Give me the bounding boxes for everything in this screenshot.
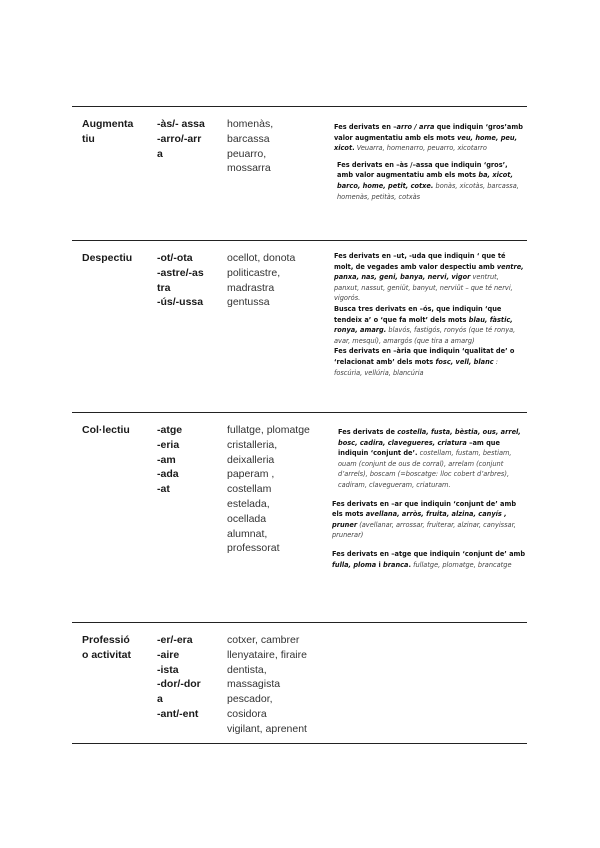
table-row [72, 106, 527, 240]
activity-answer: (avellanar, arrossar, fruiterar, alzinar, canyissar, prunerar) [332, 520, 516, 540]
activity-bold: i [376, 560, 384, 569]
table-row [72, 622, 527, 744]
example: ocellot, donota [227, 252, 296, 264]
activity-bold-italic: blau, fàstic, ronya, amarg. [334, 315, 513, 335]
example: costellam [227, 483, 272, 496]
activity-bold-italic: ba, xicot, barco, home, petit, cotxe. [337, 171, 513, 190]
example: ocellada [227, 512, 267, 525]
activity [332, 549, 528, 570]
suffix: -ista [157, 663, 179, 676]
suffix: -eria [157, 438, 180, 451]
example: gentussa [227, 296, 270, 309]
suffix: -am [157, 453, 176, 466]
example: massagista [227, 678, 281, 691]
activity-bold: Fes derivats en –ar que indiquin ‘conjunt de’ amb els mots [332, 499, 517, 519]
activity-bold-italic: costella, fusta, bèstia, ous, arrel, bosc, cadira, clavegueres, criatura [338, 428, 521, 447]
activity-list [332, 427, 528, 576]
activity [334, 304, 524, 346]
activity-bold: Fes derivats en –atge que indiquin ‘conjunt de’ amb [332, 549, 526, 558]
activity [332, 499, 528, 541]
activity-bold-italic: fosc, vell, blanc [435, 357, 494, 366]
activity-bold: Fes derivats en –às /–assa que indiquin ‘gros’, amb valor augmentatiu amb els mots [337, 160, 508, 180]
suffix: -ant/-ent [157, 707, 199, 720]
example: alumnat, [227, 527, 268, 540]
activity-bold: Fes derivats en –ut, -uda que indiquin ‘ que té molt, de vegades amb valor despectiu amb [334, 252, 506, 271]
activity-bold-italic: branca [383, 560, 409, 569]
suffix: -at [157, 483, 170, 496]
activity [334, 251, 524, 304]
activity-bold: –am que indiquin ‘conjunt de’. [338, 438, 500, 458]
activity-list [334, 122, 524, 208]
example: politicastre, [227, 266, 281, 279]
activity-bold-italic: arro / arra [396, 123, 435, 131]
example: deixalleria [227, 453, 275, 466]
activity-bold: Fes derivats en – [334, 123, 397, 131]
activity-bold-italic: fulla, ploma [332, 560, 377, 569]
activity-bold: Busca tres derivats en –ós, que indiquin ‘que tendeix a’ o ‘que fa molt’ dels mots [334, 304, 502, 324]
example: homenàs, [227, 118, 274, 130]
suffix-list [157, 117, 217, 161]
suffix: -er/-era [157, 634, 193, 646]
activity-bold: Fes derivats de [338, 428, 398, 436]
activity-bold-italic: avellana, arròs, fruita, alzina, canyís , pruner [332, 510, 507, 529]
example-list [227, 117, 327, 176]
example: madrastra [227, 281, 275, 294]
example: cristalleria, [227, 438, 278, 451]
suffix: -dor/-dor a [157, 678, 201, 706]
activity [334, 122, 524, 154]
activity-bold: . [352, 144, 355, 153]
category-label: Despectiu [82, 252, 133, 264]
suffix: -ada [157, 468, 179, 481]
example: cosidora [227, 707, 267, 720]
suffix: -atge [157, 424, 183, 436]
activity-answer: fullatge, plomatge, brancatge [411, 560, 512, 569]
activity-answer: Veuarra, homenarro, peuarro, xicotarro [354, 144, 487, 153]
example-list [227, 423, 327, 556]
category-label: Col·lectiu [82, 424, 130, 436]
derivation-table [72, 106, 527, 744]
activity [338, 427, 528, 491]
suffix: -arro/-arr a [157, 132, 202, 160]
activity [334, 346, 524, 378]
suffix-list [157, 423, 217, 497]
activity-list [334, 251, 524, 378]
example: pescador, [227, 693, 273, 706]
activity-answer: costellam, fustam, bestiam, ouam (conjunt de ous de corral), arrelam (conjunt d’arrels), boscam (=boscatge: lloc cobert d’arbres), cadiram, clavegueram, criaturam. [338, 449, 512, 489]
suffix: -ot/-ota [157, 252, 193, 264]
example-list [227, 633, 327, 737]
example: cotxer, cambrer [227, 634, 300, 646]
activity-answer: bonàs, xicotàs, barcassa, homenàs, petitàs, cotxàs [337, 181, 519, 201]
activity-bold: . [408, 560, 412, 569]
suffix: -astre/-as tra [157, 266, 204, 294]
suffix: -às/- assa [157, 118, 205, 130]
example-list [227, 251, 327, 310]
table-row [72, 412, 527, 622]
example: vigilant, aprenent [227, 722, 307, 735]
example: dentista, [227, 663, 267, 676]
example: estelada, [227, 497, 270, 510]
activity-answer: : foscúria, vellúria, blancúria [334, 357, 498, 377]
suffix-list [157, 251, 217, 310]
suffix: -aire [157, 648, 180, 661]
example: peuarro, [227, 147, 267, 160]
example: barcassa [227, 132, 270, 145]
activity-answer: ventrut, panxut, nassut, geniüt, banyut, nerviüt – que té nervi, vigorós. [334, 273, 513, 303]
example: llenyataire, firaire [227, 648, 307, 661]
suffix-list [157, 633, 217, 722]
example: paperam , [227, 468, 275, 481]
activity-bold: que indiquin ‘gros’amb valor augmentatiu amb els mots [334, 123, 523, 142]
table-row [72, 240, 527, 412]
example: mossarra [227, 162, 271, 175]
example: fullatge, plomatge [227, 424, 310, 436]
category-label: Augmenta tiu [82, 118, 134, 145]
activity-answer: blavós, fastigós, ronyós (que té ronya, avar, mesquí), amargós (que tira a amarg) [334, 326, 516, 345]
category-label: Professió o activitat [82, 634, 132, 661]
suffix: -ús/-ussa [157, 296, 204, 309]
example: professorat [227, 542, 280, 555]
activity-bold: Fes derivats en –ària que indiquin ‘qualitat de’ o ‘relacionat amb’ dels mots [334, 347, 515, 366]
activity-bold-italic: veu, home, peu, xicot [334, 133, 518, 153]
activity [334, 160, 524, 202]
activity-bold-italic: ventre, panxa, nas, geni, banya, nervi, vigor [334, 262, 524, 282]
